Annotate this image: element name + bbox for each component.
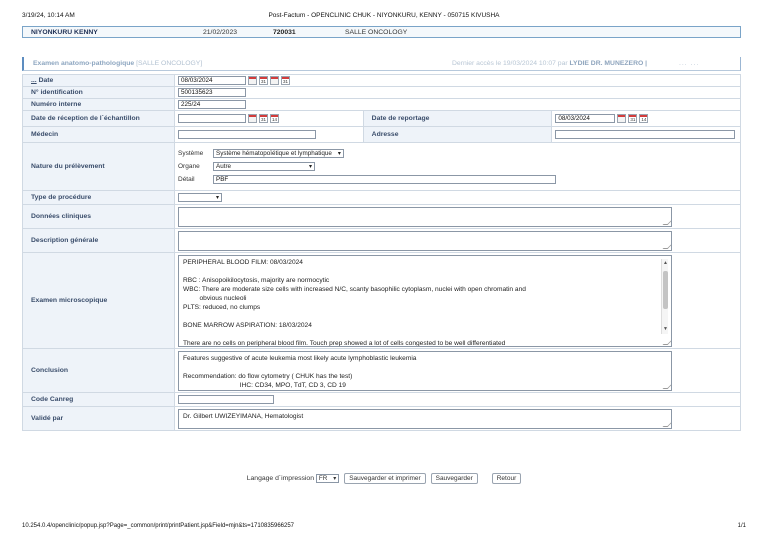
form-actions [0, 473, 768, 484]
chevron-down-icon: ▾ [308, 164, 312, 170]
canreg-code-label: Code Canreg [23, 393, 175, 407]
internal-number-label: Numéro interne [23, 99, 175, 111]
last-access-text: Dernier accès le 19/03/2024 10:07 par [452, 60, 568, 67]
clinical-data-label: Données cliniques [23, 205, 175, 229]
conclusion-label: Conclusion [23, 349, 175, 393]
microscopic-exam-textarea[interactable] [178, 255, 672, 347]
print-page-number: 1/1 [737, 523, 746, 529]
system-select[interactable]: Système hématopoïétique et lymphatique ▾ [213, 149, 344, 158]
section-title-text: Examen anatomo-pathologique [33, 60, 135, 67]
patient-name: NIYONKURU KENNY [31, 29, 98, 36]
date-marker[interactable]: ... [31, 77, 37, 84]
patient-number: 720031 [273, 29, 296, 36]
last-access-user: LYDIE DR. MUNEZERO | [569, 60, 648, 67]
section-header [22, 57, 741, 71]
print-datetime: 3/19/24, 10:14 AM [22, 12, 75, 19]
calendar-today-icon[interactable] [639, 114, 648, 123]
patient-date: 21/02/2023 [203, 29, 238, 36]
patient-room: SALLE ONCOLOGY [345, 29, 408, 36]
chevron-down-icon: ▾ [333, 475, 337, 482]
report-date-input[interactable]: 08/03/2024 [555, 114, 615, 123]
chevron-down-icon: ▾ [215, 195, 219, 201]
resize-grip-icon[interactable] [663, 220, 673, 225]
calendar-icon[interactable] [270, 76, 279, 85]
calendar-month-icon[interactable] [628, 114, 637, 123]
back-button[interactable]: Retour [492, 473, 522, 484]
section-menu-dots[interactable]: ... ... [679, 60, 700, 67]
resize-grip-icon[interactable] [663, 422, 673, 427]
system-label: Système [178, 150, 204, 157]
microscopic-line: WBC: There are moderate size cells with increased N/C, scanty basophilic cytoplasm, nuclei with open chromatin and [183, 285, 526, 293]
scroll-down-icon[interactable]: ▼ [663, 325, 668, 332]
detail-label: Détail [178, 176, 195, 183]
sample-nature-label: Nature du prélèvement [23, 143, 175, 191]
calendar-icon[interactable] [248, 114, 257, 123]
microscopic-line: PERIPHERAL BLOOD FILM: 08/03/2024 [183, 258, 303, 266]
general-description-label: Description générale [23, 229, 175, 253]
date-label: ... Date [23, 75, 175, 87]
scroll-up-icon[interactable]: ▲ [663, 259, 668, 266]
validated-by-label: Validé par [23, 407, 175, 431]
conclusion-line: IHC: CD34, MPO, TdT, CD 3, CD 19 [183, 381, 346, 389]
print-language-select[interactable]: FR ▾ [316, 474, 339, 483]
calendar-today-icon[interactable] [270, 114, 279, 123]
doctor-label: Médecin [23, 127, 175, 143]
clinical-data-textarea[interactable] [178, 207, 672, 227]
microscopic-line: PLTS: reduced, no clumps [183, 303, 261, 311]
organ-label: Organe [178, 163, 200, 170]
calendar-month-icon[interactable] [281, 76, 290, 85]
microscopic-line [183, 330, 667, 339]
reception-date-label: Date de réception de l´échantillon [23, 111, 175, 127]
date-input[interactable]: 08/03/2024 [178, 76, 246, 85]
identification-label: N° identification [23, 87, 175, 99]
microscopic-line: obvious nucleoli [183, 294, 247, 302]
procedure-type-select[interactable] [178, 193, 222, 202]
detail-input[interactable]: PBF [213, 175, 556, 184]
calendar-month-icon[interactable] [259, 76, 268, 85]
microscopic-line: RBC : Anisopoikilocytosis, majority are normocytic [183, 276, 330, 284]
doctor-input[interactable] [178, 130, 316, 139]
general-description-textarea[interactable] [178, 231, 672, 251]
section-subtitle: [SALLE ONCOLOGY] [136, 60, 203, 67]
chevron-down-icon: ▾ [337, 151, 341, 157]
calendar-icon[interactable] [248, 76, 257, 85]
print-language-label: Langage d´impression [246, 475, 314, 482]
internal-number-input[interactable]: 225/24 [178, 100, 246, 109]
address-input[interactable] [555, 130, 735, 139]
patient-bar [22, 26, 741, 38]
print-title: Post-Factum - OPENCLINIC CHUK - NIYONKURU, KENNY - 050715 KIVUSHA [268, 12, 500, 19]
conclusion-line: Recommendation: do flow cytometry ( CHUK has the test) [183, 372, 353, 380]
conclusion-line: Features suggestive of acute leukemia most likely acute lymphoblastic leukemia [183, 354, 417, 362]
calendar-icon[interactable] [617, 114, 626, 123]
reception-date-input[interactable] [178, 114, 246, 123]
report-date-label: Date de reportage [363, 111, 552, 127]
microscopic-exam-label: Examen microscopique [23, 253, 175, 349]
scrollbar-thumb[interactable] [663, 271, 668, 309]
procedure-type-label: Type de procédure [23, 191, 175, 205]
save-and-print-button[interactable]: Sauvegarder et imprimer [344, 473, 426, 484]
organ-select[interactable]: Autre ▾ [213, 162, 315, 171]
canreg-code-input[interactable] [178, 395, 274, 404]
last-access-info [452, 60, 647, 67]
textarea-scrollbar[interactable] [661, 259, 668, 334]
save-button[interactable]: Sauvegarder [431, 473, 478, 484]
microscopic-line: There are no cells on peripheral blood film. Touch prep showed a lot of cells congested to be well differentiated [183, 339, 506, 347]
microscopic-line: BONE MARROW ASPIRATION: 18/03/2024 [183, 321, 312, 329]
resize-grip-icon[interactable] [663, 244, 673, 249]
conclusion-line [183, 363, 667, 372]
identification-input[interactable]: 500135623 [178, 88, 246, 97]
conclusion-textarea[interactable] [178, 351, 672, 391]
validated-by-textarea[interactable]: Dr. Gilbert UWIZEYIMANA, Hematologist [178, 409, 672, 429]
pathology-form [22, 74, 741, 431]
print-url: 10.254.0.4/openclinic/popup.jsp?Page=_common/print/printPatient.jsp&Field=mjn&ts=1710835966257 [22, 523, 295, 529]
section-title [33, 60, 202, 67]
address-label: Adresse [363, 127, 552, 143]
calendar-month-icon[interactable] [259, 114, 268, 123]
microscopic-line [183, 267, 667, 276]
microscopic-line [183, 312, 667, 321]
print-footer [22, 523, 746, 529]
